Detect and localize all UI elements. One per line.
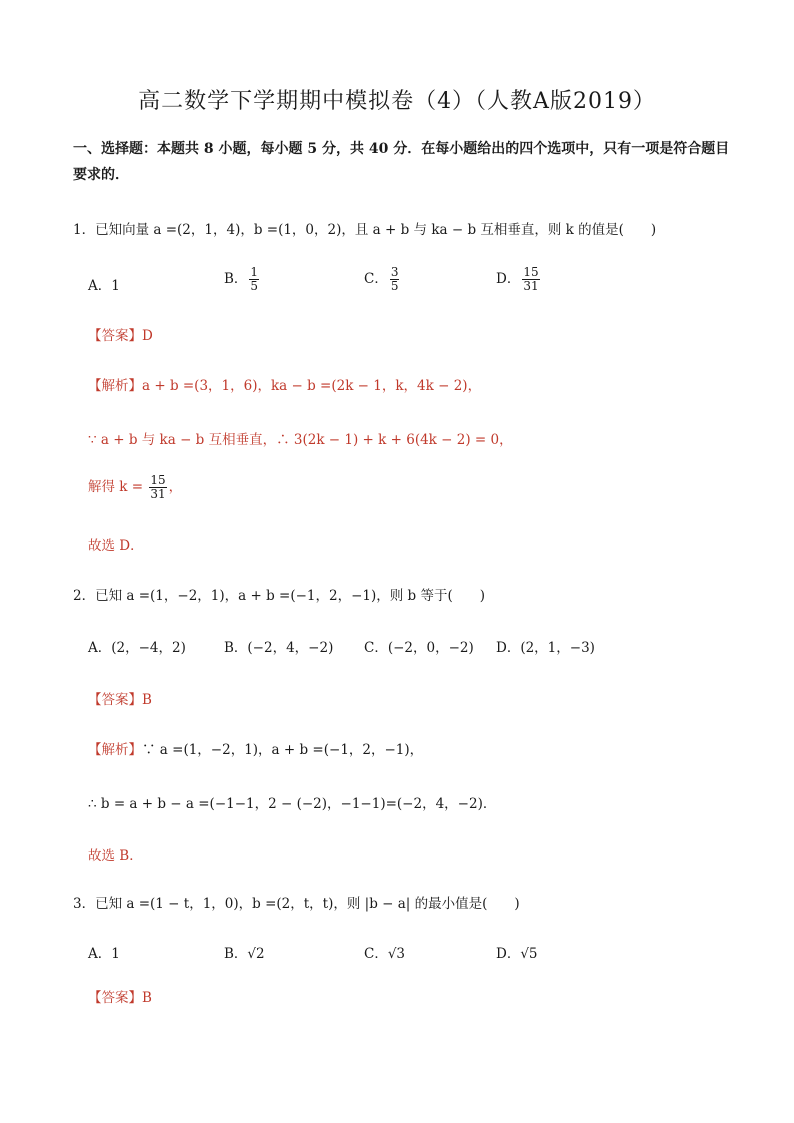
solution-text: ∴ b = a + b − a =(−1−1，2 − (−2)，−1−1)=(−2，4，−2)． xyxy=(88,796,497,812)
q1-option-b-fraction xyxy=(249,266,259,293)
q3-option-a: A．1 xyxy=(88,946,120,962)
solution-text: 故选 D． xyxy=(88,538,144,554)
question-1-answer xyxy=(88,324,153,344)
question-1-solution-line-2 xyxy=(88,428,513,448)
answer-label: 【答案】 xyxy=(88,328,142,344)
question-2-solution-line-1 xyxy=(88,738,423,758)
q1-option-b-num: 1 xyxy=(250,265,259,279)
q1-option-d-fraction xyxy=(522,266,539,293)
q3-option-d: D．√5 xyxy=(496,946,538,962)
q1-option-c-den: 5 xyxy=(390,279,399,293)
question-2-answer xyxy=(88,688,152,708)
solution-fraction-num: 15 xyxy=(150,473,166,487)
question-1-stem: 1．已知向量 a =(2，1，4)，b =(1，0，2)，且 a + b 与 ka − b 互相垂直，则 k 的值是( ) xyxy=(73,222,657,238)
question-1-solution-line-3 xyxy=(88,474,182,501)
q1-option-b-den: 5 xyxy=(250,279,259,293)
solution-text: 故选 B． xyxy=(88,848,143,864)
answer-value: B xyxy=(142,692,152,708)
answer-label: 【答案】 xyxy=(88,990,142,1006)
q2-option-c: C．(−2，0，−2) xyxy=(364,640,474,656)
solution-text: a + b =(3，1，6)，ka − b =(2k − 1，k，4k − 2)， xyxy=(142,378,482,394)
solution-label: 【解析】 xyxy=(88,742,142,758)
question-2-stem: 2．已知 a =(1，−2，1)，a + b =(−1，2，−1)，则 b 等于( ) xyxy=(73,588,486,604)
q1-option-d xyxy=(496,266,542,293)
question-1-solution-line-4 xyxy=(88,534,144,554)
q2-option-a: A．(2，−4，2) xyxy=(88,640,186,656)
solution-text: 解得 k = xyxy=(88,479,148,495)
solution-fraction-den: 31 xyxy=(150,487,166,501)
q3-option-b: B．√2 xyxy=(224,946,265,962)
question-2-options xyxy=(88,636,728,658)
answer-label: 【答案】 xyxy=(88,692,142,708)
q1-option-c xyxy=(364,266,401,293)
answer-value: B xyxy=(142,990,152,1006)
q1-option-d-num: 15 xyxy=(523,265,539,279)
question-2-solution-line-2 xyxy=(88,792,496,812)
solution-fraction xyxy=(149,474,166,501)
solution-text: ∵ a =(1，−2，1)，a + b =(−1，2，−1)， xyxy=(142,742,424,758)
q1-option-c-num: 3 xyxy=(390,265,399,279)
q1-option-c-label: C． xyxy=(364,271,388,287)
question-3-answer xyxy=(88,986,152,1006)
solution-text: ∵ a + b 与 ka − b 互相垂直，∴ 3(2k − 1) + k + 6(4k − 2) = 0， xyxy=(88,432,513,448)
question-2-solution-line-3 xyxy=(88,844,143,864)
q1-option-c-fraction xyxy=(390,266,400,293)
answer-value: D xyxy=(142,328,153,344)
q1-option-d-label: D． xyxy=(496,271,521,287)
solution-label: 【解析】 xyxy=(88,378,142,394)
question-3-options xyxy=(88,942,728,964)
question-1-options xyxy=(88,266,728,302)
question-1-solution-line-1 xyxy=(88,374,481,394)
q1-option-a: A．1 xyxy=(88,278,120,294)
q2-option-b: B．(−2，4，−2) xyxy=(224,640,334,656)
q1-option-b xyxy=(224,266,261,293)
q1-option-d-den: 31 xyxy=(523,279,539,293)
solution-text: ， xyxy=(168,479,183,495)
q3-option-c: C．√3 xyxy=(364,946,406,962)
q1-option-b-label: B． xyxy=(224,271,248,287)
page-title: 高二数学下学期期中模拟卷（4）（人教A版2019） xyxy=(138,89,656,114)
question-3-stem: 3．已知 a =(1 − t，1，0)，b =(2，t，t)，则 |b − a| 的最小值是( ) xyxy=(73,896,520,912)
q2-option-d: D．(2，1，−3) xyxy=(496,640,595,656)
section-heading: 一、选择题：本题共 8 小题，每小题 5 分，共 40 分．在每小题给出的四个选项中，只有一项是符合题目要求的． xyxy=(73,141,730,183)
